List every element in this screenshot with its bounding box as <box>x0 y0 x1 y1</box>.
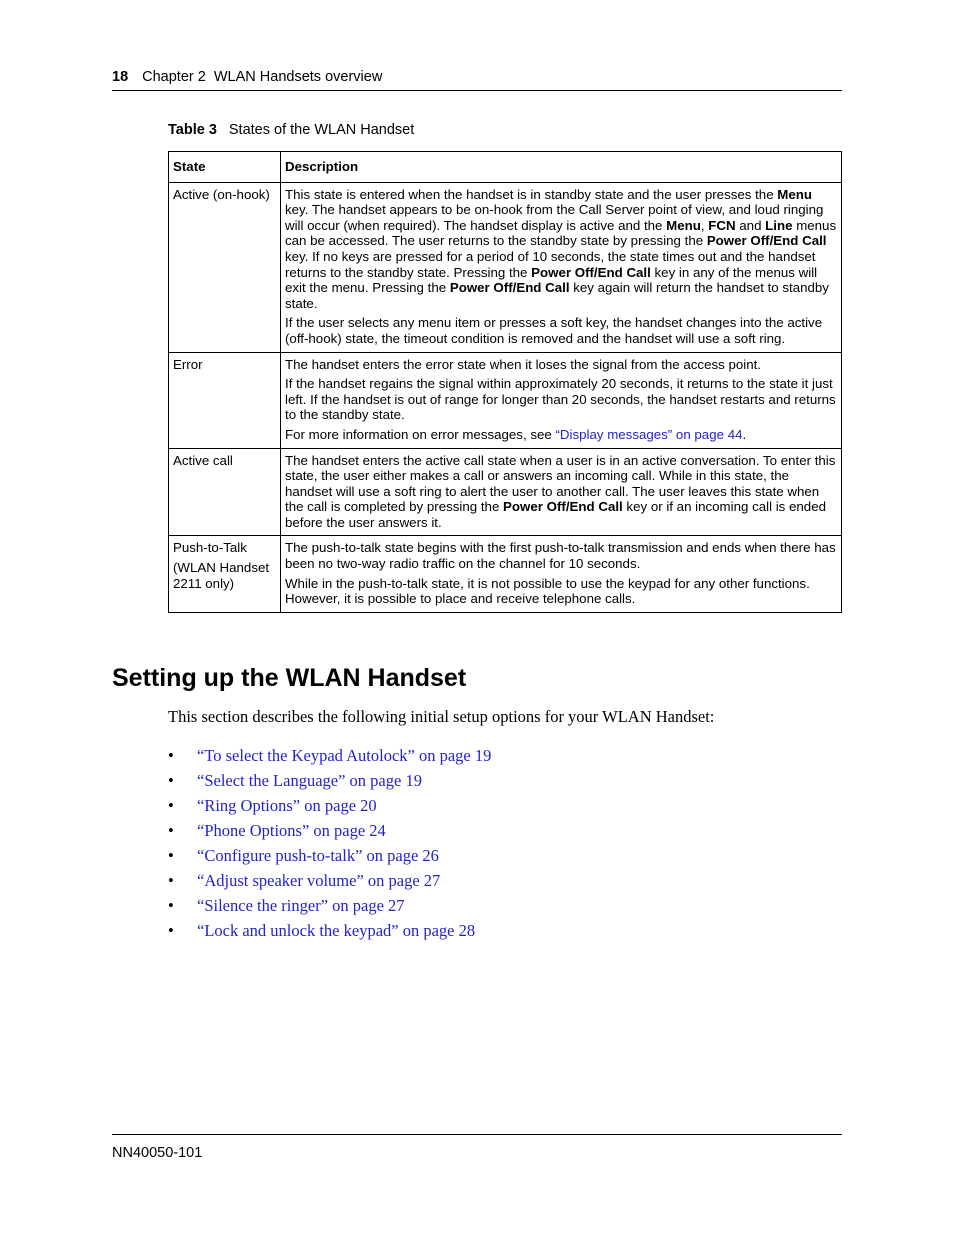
table-row <box>169 352 842 448</box>
description-text: menus can be accessed. The user returns to the standby state by pressing the <box>285 217 837 249</box>
document-number: NN40050-101 <box>112 1145 203 1161</box>
description-paragraph <box>285 376 837 423</box>
section-intro: This section describes the following initial setup options for your WLAN Handset: <box>168 707 715 726</box>
description-paragraph <box>285 453 837 531</box>
description-text: While in the push-to-talk state, it is not possible to use the keypad for any other functions. However, it is possible to place and receive telephone calls. <box>285 575 810 607</box>
description-paragraph <box>285 540 837 571</box>
description-paragraph <box>285 187 837 312</box>
description-text: For more information on error messages, see <box>285 426 556 442</box>
setup-option-link[interactable]: “Ring Options” on page 20 <box>197 796 377 815</box>
description-paragraph <box>285 427 837 443</box>
footer-rule <box>112 1134 842 1135</box>
description-paragraph <box>285 357 837 373</box>
list-item <box>168 795 491 820</box>
setup-option-link[interactable]: “Adjust speaker volume” on page 27 <box>197 871 441 890</box>
bullet-icon: • <box>168 896 174 915</box>
description-cell <box>281 536 842 612</box>
section-heading: Setting up the WLAN Handset <box>112 664 467 692</box>
column-header-state: State <box>169 152 281 183</box>
state-text: Push-to-Talk <box>173 540 247 556</box>
description-text: This state is entered when the handset is in standby state and the user presses the <box>285 186 778 202</box>
setup-option-link[interactable]: “Lock and unlock the keypad” on page 28 <box>197 921 476 940</box>
chapter-title: Chapter 2 WLAN Handsets overview <box>142 69 383 85</box>
state-text: Active call <box>173 452 233 468</box>
column-header-description: Description <box>281 152 842 183</box>
description-text: key. The handset appears to be on-hook from the Call Server point of view, and loud ringing will occur (when required). The handset display is active and the <box>285 202 824 233</box>
header-rule <box>112 90 842 91</box>
list-item <box>168 895 491 920</box>
setup-option-link[interactable]: “Configure push-to-talk” on page 26 <box>197 846 439 865</box>
state-text: Error <box>173 356 203 372</box>
state-cell <box>169 352 281 448</box>
bullet-icon: • <box>168 796 174 815</box>
description-text: , <box>700 217 709 233</box>
setup-option-link[interactable]: “Silence the ringer” on page 27 <box>197 896 405 915</box>
table-header-row <box>169 152 842 183</box>
state-text: (WLAN Handset 2211 only) <box>173 560 270 591</box>
table-label: Table 3 <box>168 122 217 138</box>
setup-options-list <box>168 745 491 945</box>
running-header <box>112 68 842 86</box>
description-text: key or if an incoming call is ended before the user answers it. <box>285 499 826 530</box>
state-text: Active (on-hook) <box>173 186 270 202</box>
description-text: If the handset regains the signal within approximately 20 seconds, it returns to the state it just left. If the handset is out of range for longer than 20 seconds, the handset restarts and returns to the standby state. <box>285 376 836 423</box>
description-text: If the user selects any menu item or presses a soft key, the handset changes into the active (off-hook) state, the timeout condition is removed and the handset will use a soft ring. <box>285 315 823 346</box>
state-cell <box>169 536 281 612</box>
description-cell <box>281 352 842 448</box>
table-title: States of the WLAN Handset <box>228 122 415 138</box>
key-name: Power Off/End Call <box>531 264 651 280</box>
list-item <box>168 820 491 845</box>
states-table <box>168 151 842 613</box>
description-text: The handset enters the active call state when a user is in an active conversation. To enter this state, the user either makes a call or answers an incoming call. While in this state, the handset will use a soft ring to alert the user to another call. The user leaves this state when the call is completed by pressing the <box>285 452 836 515</box>
key-name: Menu <box>666 217 701 233</box>
description-text: and <box>735 217 766 233</box>
setup-option-link[interactable]: “Select the Language” on page 19 <box>197 771 422 790</box>
table-row <box>169 536 842 612</box>
key-name: Power Off/End Call <box>503 499 623 515</box>
description-text: The handset enters the error state when it loses the signal from the access point. <box>285 356 761 372</box>
table-row <box>169 182 842 352</box>
description-text: key in any of the menus will exit the menu. Pressing the <box>285 264 818 296</box>
description-cell <box>281 448 842 536</box>
description-paragraph <box>285 315 837 346</box>
bullet-icon: • <box>168 771 174 790</box>
description-text: key again will return the handset to standby state. <box>285 280 829 311</box>
description-text: key. If no keys are pressed for a period of 10 seconds, the state times out and the handset returns to the standby state. Pressing the <box>285 248 816 280</box>
key-name: Line <box>765 217 793 233</box>
bullet-icon: • <box>168 821 174 840</box>
table-caption <box>168 121 414 139</box>
list-item <box>168 920 491 945</box>
description-text: The push-to-talk state begins with the first push-to-talk transmission and ends when there has been no two-way radio traffic on the channel for 10 seconds. <box>285 540 836 572</box>
setup-option-link[interactable]: “Phone Options” on page 24 <box>197 821 386 840</box>
list-item <box>168 870 491 895</box>
bullet-icon: • <box>168 921 174 940</box>
list-item <box>168 745 491 770</box>
key-name: Power Off/End Call <box>706 233 827 249</box>
setup-option-link[interactable]: “To select the Keypad Autolock” on page 19 <box>197 746 492 765</box>
table-row <box>169 448 842 536</box>
bullet-icon: • <box>168 846 174 865</box>
table-body <box>169 182 842 612</box>
description-cell <box>281 182 842 352</box>
list-item <box>168 770 491 795</box>
key-name: FCN <box>708 217 736 233</box>
key-name: Menu <box>777 186 812 202</box>
description-text: . <box>742 426 747 442</box>
page-number: 18 <box>112 69 129 85</box>
state-cell <box>169 182 281 352</box>
list-item <box>168 845 491 870</box>
cross-reference-link[interactable]: “Display messages” on page 44 <box>555 426 743 442</box>
state-cell <box>169 448 281 536</box>
bullet-icon: • <box>168 746 174 765</box>
description-paragraph <box>285 576 837 607</box>
bullet-icon: • <box>168 871 174 890</box>
key-name: Power Off/End Call <box>449 280 570 296</box>
